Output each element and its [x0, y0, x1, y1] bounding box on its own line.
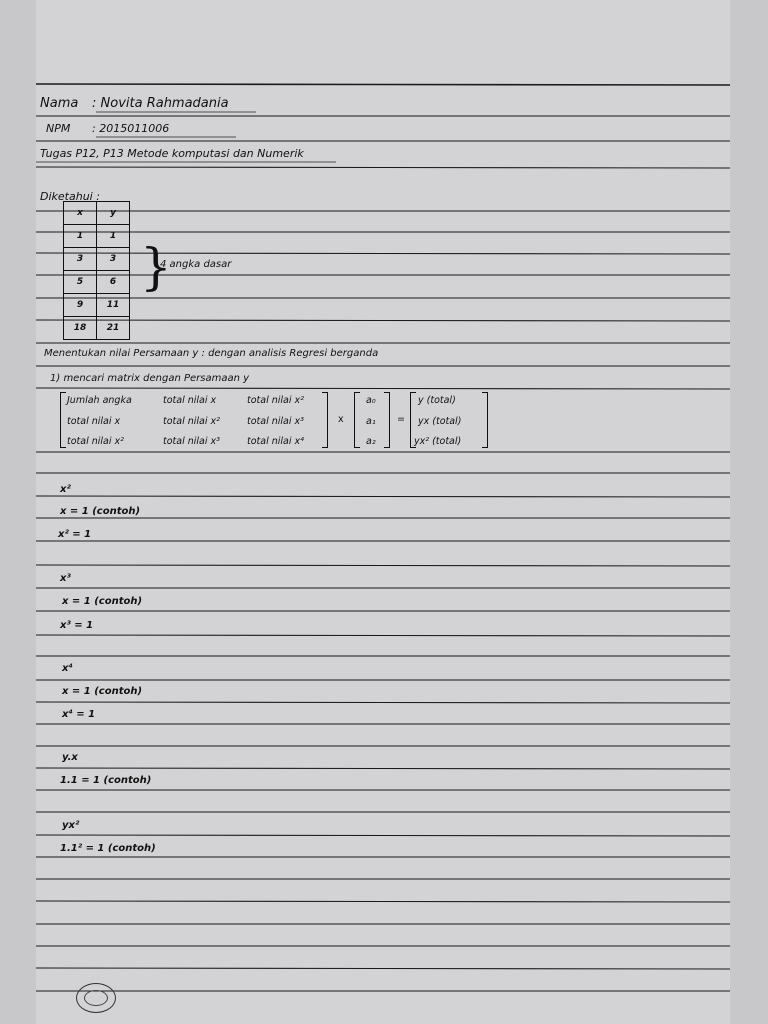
ruled-line [36, 320, 730, 321]
curly-brace: } [140, 238, 172, 296]
table-cell: 9 [64, 294, 97, 317]
table-row [64, 271, 130, 294]
table-row [64, 248, 130, 271]
ruled-line [36, 388, 730, 389]
matrix-left-cell: total nilai x³ [163, 436, 220, 447]
equals-sign: = [397, 414, 405, 425]
menentukan-text: Menentukan nilai Persamaan y : dengan analisis Regresi berganda [44, 348, 379, 359]
matrix-left-cell: Jumlah angka [67, 395, 132, 406]
table-cell: 3 [97, 248, 130, 271]
section-title: x² [60, 484, 71, 495]
section-title: x³ [60, 573, 71, 584]
coefficient: a₂ [366, 436, 376, 447]
ruled-line [36, 496, 730, 497]
section-title: y.x [62, 752, 78, 763]
paper-sheet [36, 0, 730, 1024]
table-cell: 1 [97, 225, 130, 248]
section-line: 1.1 = 1 (contoh) [60, 775, 152, 786]
npm-value: : 2015011006 [92, 122, 170, 135]
ruled-line [36, 167, 730, 168]
ruled-line [36, 702, 730, 703]
matrix-left-cell: total nilai x² [247, 395, 304, 406]
section-title: yx² [62, 820, 80, 831]
table-cell: 11 [97, 294, 130, 317]
diketahui-label: Diketahui : [40, 190, 100, 203]
step1-text: 1) mencari matrix dengan Persamaan y [50, 373, 250, 384]
ruled-line [36, 968, 730, 969]
table-cell: 21 [97, 317, 130, 340]
section-line: x³ = 1 [60, 620, 94, 631]
section-title: x⁴ [62, 663, 73, 674]
section-line: x = 1 (contoh) [62, 596, 143, 607]
times-sign: x [338, 414, 344, 425]
table-header-y: y [97, 202, 130, 225]
result-cell: yx (total) [418, 416, 462, 427]
table-row [64, 225, 130, 248]
result-cell: y (total) [418, 395, 456, 406]
matrix-left-cell: total nilai x² [163, 416, 220, 427]
ruled-line [36, 768, 730, 769]
matrix-left-cell: total nilai x³ [247, 416, 304, 427]
section-line: x² = 1 [58, 529, 92, 540]
matrix-left-cell: total nilai x [67, 416, 121, 427]
section-line: x = 1 (contoh) [60, 506, 141, 517]
result-cell: yx² (total) [414, 436, 462, 447]
coef-close-bracket [384, 392, 390, 448]
tugas-title: Tugas P12, P13 Metode komputasi dan Numerik [40, 147, 304, 160]
table-cell: 1 [64, 225, 97, 248]
table-cell: 6 [97, 271, 130, 294]
nama-value: : Novita Rahmadania [92, 96, 229, 111]
ruled-line [36, 835, 730, 836]
matrix-left-cell: total nilai x [163, 395, 217, 406]
table-header-row [64, 202, 130, 225]
table-header-x: x [64, 202, 97, 225]
section-line: x⁴ = 1 [62, 709, 96, 720]
matrix-left-open-bracket [60, 392, 66, 448]
nama-label: Nama [40, 96, 79, 111]
section-line: x = 1 (contoh) [62, 686, 143, 697]
table-cell: 18 [64, 317, 97, 340]
data-table [63, 201, 130, 340]
section-line: 1.1² = 1 (contoh) [60, 843, 156, 854]
matrix-left-cell: total nilai x² [67, 436, 124, 447]
ruled-line [36, 635, 730, 636]
coefficient: a₀ [366, 395, 376, 406]
result-close-bracket [482, 392, 488, 448]
matrix-left-close-bracket [322, 392, 328, 448]
paper-logo-stamp [76, 983, 116, 1013]
ruled-line [36, 84, 730, 85]
ruled-line [36, 901, 730, 902]
table-cell: 3 [64, 248, 97, 271]
coefficient: a₁ [366, 416, 376, 427]
table-row [64, 317, 130, 340]
brace-note: 4 angka dasar [160, 259, 232, 270]
matrix-left-cell: total nilai x⁴ [247, 436, 304, 447]
coef-open-bracket [354, 392, 360, 448]
npm-label: NPM [46, 122, 71, 135]
ruled-line [36, 565, 730, 566]
table-cell: 5 [64, 271, 97, 294]
table-row [64, 294, 130, 317]
